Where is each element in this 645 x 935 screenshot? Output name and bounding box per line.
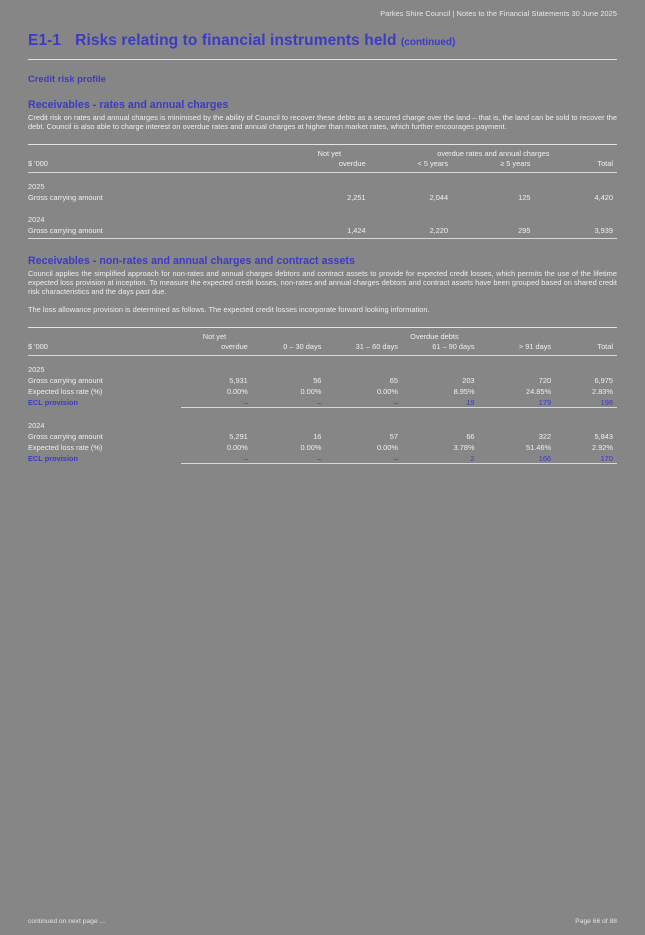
- spacer: [28, 407, 617, 419]
- nonrates-2025-ecl-91: 179: [479, 396, 556, 408]
- nonrates-2025-gross-61-90: 203: [462, 375, 475, 385]
- nonrates-2025-gross-91: 720: [538, 375, 552, 385]
- col-notyet-line1: Not yet: [317, 148, 342, 158]
- nonrates-2024-ecl-notyet: –: [181, 452, 252, 464]
- table-row: [28, 385, 617, 396]
- table-row: [28, 441, 617, 452]
- rates-2025-notyet: 2,251: [347, 192, 366, 202]
- table-row: [28, 430, 617, 441]
- page-title: [28, 32, 617, 50]
- nonrates-group-label: Overdue debts: [410, 331, 459, 341]
- col-61-90-days: 61 – 90 days: [432, 341, 475, 351]
- page-footer: [28, 918, 617, 925]
- col-notyet-line2: overdue: [338, 158, 366, 168]
- table-row: [28, 419, 617, 430]
- nonrates-2024-ecl-31-60: –: [325, 452, 402, 464]
- nonrates-2024-lossrate-91: 51.46%: [526, 442, 552, 452]
- table-row: [28, 180, 617, 191]
- nonrates-2024-gross-total: 5,843: [594, 431, 613, 441]
- nonrates-2025-lossrate-0-30: 0.00%: [300, 386, 322, 396]
- spacer: [28, 172, 617, 180]
- receivables-rates-heading: Receivables - rates and annual charges: [28, 99, 229, 111]
- rates-2024-lt5: 2,220: [429, 225, 449, 235]
- nonrates-2024-lossrate-61-90: 3.78%: [453, 442, 475, 452]
- rates-2024-label: Gross carrying amount: [28, 225, 103, 235]
- running-header: Parkes Shire Council | Notes to the Financial Statements 30 June 2025: [380, 9, 617, 18]
- nonrates-2025-ecl-notyet: –: [181, 396, 252, 408]
- nonrates-2025-ecl-31-60: –: [325, 396, 402, 408]
- table-row: [28, 224, 617, 235]
- col-0-30-days: 0 – 30 days: [283, 341, 322, 351]
- spacer: [28, 202, 617, 213]
- rates-year-2025: 2025: [28, 181, 45, 191]
- nonrates-2024-lossrate-total: 2.92%: [592, 442, 613, 452]
- rates-table: [28, 144, 617, 239]
- nonrates-2025-lossrate-31-60: 0.00%: [377, 386, 398, 396]
- nonrates-2025-gross-label: Gross carrying amount: [28, 375, 103, 385]
- rates-2025-total: 4,420: [594, 192, 613, 202]
- nonrates-2025-lossrate-label: Expected loss rate (%): [28, 386, 103, 396]
- rates-2025-gt5: 125: [518, 192, 531, 202]
- spacer: [28, 355, 617, 363]
- nonrates-2025-lossrate-91: 24.85%: [526, 386, 552, 396]
- table-row: [28, 363, 617, 374]
- nonrates-units-label: $ '000: [28, 341, 48, 351]
- rates-2024-notyet: 1,424: [347, 225, 366, 235]
- nonrates-2024-ecl-label: ECL provision: [28, 454, 78, 464]
- nonrates-2025-gross-notyet: 5,931: [229, 375, 248, 385]
- nonrates-column-header-row: [28, 342, 617, 352]
- rates-group-label: overdue rates and annual charges: [437, 148, 550, 158]
- nonrates-2025-lossrate-total: 2.83%: [592, 386, 613, 396]
- rates-units-label: $ '000: [28, 158, 48, 168]
- col-over-91-days: > 91 days: [518, 341, 552, 351]
- rates-2024-gt5: 295: [518, 225, 531, 235]
- table-row: [28, 452, 617, 464]
- receivables-nonrates-paragraph-2: The loss allowance provision is determined as follows. The expected credit losses incorporate forward looking information.: [28, 305, 430, 315]
- col-5-years-or-more: ≥ 5 years: [500, 158, 531, 168]
- note-continued-label: (continued): [400, 37, 456, 48]
- col-notyet-line2: overdue: [221, 341, 248, 351]
- rates-group-header-row: [28, 149, 617, 159]
- nonrates-year-2025: 2025: [28, 364, 45, 374]
- note-title-text: Risks relating to financial instruments held: [75, 32, 397, 49]
- receivables-nonrates-heading: Receivables - non-rates and annual charges and contract assets: [28, 254, 355, 267]
- nonrates-2024-gross-notyet: 5,291: [229, 431, 248, 441]
- rates-bottom-rule: [28, 235, 617, 239]
- nonrates-2024-ecl-61-90: 2: [402, 452, 479, 464]
- rates-year-2024: 2024: [28, 214, 45, 224]
- rates-2024-total: 3,939: [594, 225, 613, 235]
- nonrates-2024-gross-91: 322: [538, 431, 552, 441]
- nonrates-2024-lossrate-notyet: 0.00%: [226, 442, 248, 452]
- nonrates-2025-gross-total: 6,975: [594, 375, 613, 385]
- rates-column-header-row: [28, 159, 617, 169]
- footer-page-number: Page 66 of 88: [575, 918, 617, 925]
- nonrates-2024-gross-31-60: 57: [389, 431, 398, 441]
- nonrates-2024-lossrate-31-60: 0.00%: [377, 442, 398, 452]
- nonrates-2025-lossrate-notyet: 0.00%: [226, 386, 248, 396]
- col-31-60-days: 31 – 60 days: [355, 341, 398, 351]
- rates-2025-label: Gross carrying amount: [28, 192, 103, 202]
- table-row: [28, 396, 617, 408]
- credit-risk-profile-heading: Credit risk profile: [28, 74, 106, 84]
- nonrates-group-header-row: [28, 332, 617, 342]
- nonrates-2025-ecl-label: ECL provision: [28, 398, 78, 408]
- rates-2025-lt5: 2,044: [429, 192, 449, 202]
- nonrates-year-2024: 2024: [28, 420, 45, 430]
- nonrates-2025-ecl-total: 198: [555, 396, 617, 408]
- note-number: E1-1: [28, 32, 62, 49]
- nonrates-2024-gross-61-90: 66: [466, 431, 475, 441]
- nonrates-2025-ecl-61-90: 19: [402, 396, 479, 408]
- receivables-nonrates-paragraph-1: Council applies the simplified approach for non-rates and annual charges debtors and contract assets to provide for expected credit losses, which permits the use of the lifetime expected loss provision at inception. To measure the expected credit losses, non-rates and annual charges debtors and contract assets have been grouped based on shared credit risk characteristics and the days past due.: [28, 268, 617, 297]
- nonrates-2024-gross-0-30: 16: [313, 431, 322, 441]
- nonrates-2025-ecl-0-30: –: [252, 396, 326, 408]
- table-row: [28, 374, 617, 385]
- nonrates-table: [28, 327, 617, 464]
- nonrates-2025-gross-31-60: 65: [389, 375, 398, 385]
- receivables-rates-paragraph: Credit risk on rates and annual charges is minimised by the ability of Council to recover these debts as a secured charge over the land – that is, the land can be sold to recover the debt. Council is also able to charge interest on overdue rates and annual charges at higher than market rates, which further encourages payment.: [28, 113, 617, 132]
- title-divider: [28, 59, 617, 60]
- nonrates-2024-ecl-0-30: –: [252, 452, 326, 464]
- nonrates-2025-lossrate-61-90: 8.95%: [453, 386, 475, 396]
- col-total: Total: [597, 341, 613, 351]
- nonrates-2024-lossrate-label: Expected loss rate (%): [28, 442, 103, 452]
- nonrates-2025-gross-0-30: 56: [313, 375, 322, 385]
- nonrates-2024-gross-label: Gross carrying amount: [28, 431, 103, 441]
- nonrates-2024-lossrate-0-30: 0.00%: [300, 442, 322, 452]
- table-row: [28, 213, 617, 224]
- col-less-than-5-years: < 5 years: [417, 158, 449, 168]
- nonrates-2024-ecl-total: 170: [555, 452, 617, 464]
- footer-continued-label: continued on next page ...: [28, 918, 106, 925]
- col-notyet-line1: Not yet: [202, 331, 227, 341]
- table-row: [28, 191, 617, 202]
- col-total: Total: [597, 158, 613, 168]
- nonrates-2024-ecl-91: 166: [479, 452, 556, 464]
